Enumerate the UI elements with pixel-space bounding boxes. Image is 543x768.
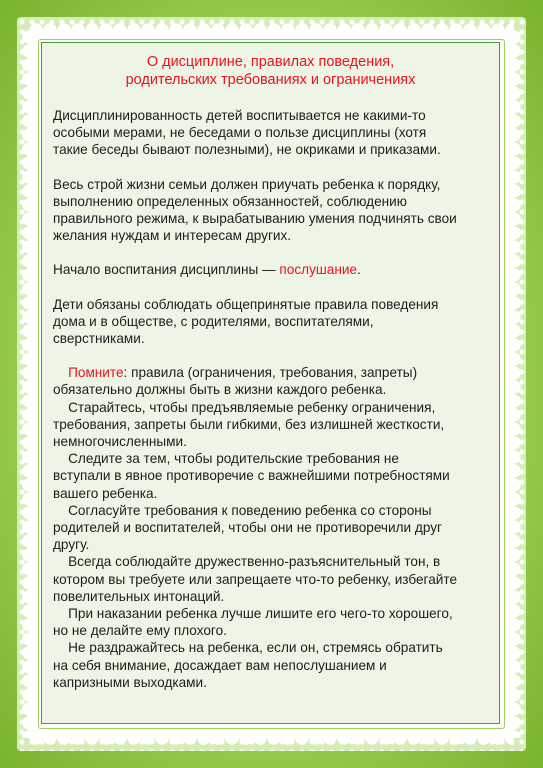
remember-line: Согласуйте требования к поведению ребенка со стороны (53, 502, 432, 518)
paragraph-line: особыми мерами, не беседами о пользе дисциплины (хотя (53, 125, 427, 141)
remember-section (53, 364, 493, 691)
remember-line: капризными выходками. (53, 674, 207, 690)
paragraph-line (53, 261, 493, 278)
remember-label: Помните (68, 365, 124, 381)
remember-line: требования, запреты были гибкими, без излишней жесткости, (53, 416, 445, 432)
remember-lines (53, 381, 493, 691)
paragraph-line: Весь строй жизни семьи должен приучать ребенка к порядку, (53, 176, 441, 192)
scallop-left-edge (22, 30, 36, 738)
remember-line: При наказании ребенка лучше лишите его чего-то хорошего, (53, 606, 453, 622)
discipline-start-text: Начало воспитания дисциплины — (53, 262, 280, 278)
remember-line: Следите за тем, чтобы родительские требования не (53, 451, 399, 467)
paragraph-end-punct: . (357, 262, 361, 278)
paragraph-line: Дисциплинированность детей воспитывается не какими-то (53, 108, 426, 123)
paragraph-4 (53, 296, 493, 348)
remember-first-line (53, 364, 493, 381)
remember-line: другу. (53, 537, 90, 553)
paragraph-line: Дети обязаны соблюдать общепринятые правила поведения (53, 296, 439, 312)
remember-line: но не делайте ему плохого. (53, 623, 227, 639)
scallop-bottom-edge (29, 731, 514, 745)
paragraph-line: правильного режима, к вырабатыванию умения подчинять свои (53, 211, 457, 227)
paragraph-2 (53, 176, 493, 245)
title-line-1: О дисциплине, правилах поведения, (146, 54, 395, 70)
paragraph-line: сверстниками. (53, 331, 145, 347)
paragraph-1 (53, 107, 493, 159)
remember-line: обязательно должны быть в жизни каждого ребенка. (53, 382, 387, 398)
scallop-top-edge (29, 23, 514, 37)
page-title (42, 53, 499, 89)
obedience-highlight: послушание (279, 262, 357, 278)
scallop-right-edge (507, 30, 521, 738)
remember-line: Старайтесь, чтобы предъявляемые ребенку ограничения, (53, 399, 436, 415)
remember-line: на себя внимание, досаждает вам непослушанием и (53, 657, 387, 673)
remember-line: вашего ребенка. (53, 485, 158, 501)
paragraph-line: дома и в обществе, с родителями, воспитателями, (53, 313, 374, 329)
paragraph-line: такие беседы бывают полезными), не окриками и приказами. (53, 142, 441, 158)
article-body (53, 107, 493, 691)
text-panel (41, 42, 500, 724)
remember-line: Всегда соблюдайте дружественно-разъяснительный тон, в (53, 554, 441, 570)
remember-line: повелительных интонаций. (53, 588, 225, 604)
paragraph-3 (53, 261, 493, 278)
remember-first-line-text: : правила (ограничения, требования, запреты) (123, 365, 418, 381)
remember-line: Не раздражайтесь на ребенка, если он, стремясь обратить (53, 640, 443, 656)
remember-line: котором вы требуете или запрещаете что-то ребенку, избегайте (53, 571, 458, 587)
paragraph-line: выполнению определенных обязанностей, соблюдению (53, 193, 407, 209)
paragraph-line: желания нуждам и интересам других. (53, 228, 292, 244)
remember-line: родителей и воспитателей, чтобы они не противоречили друг (53, 520, 443, 536)
remember-line: вступали в явное противоречие с важнейшими потребностями (53, 468, 450, 484)
title-line-2: родительских требованиях и ограничениях (125, 72, 416, 88)
remember-line: немногочисленными. (53, 434, 187, 450)
